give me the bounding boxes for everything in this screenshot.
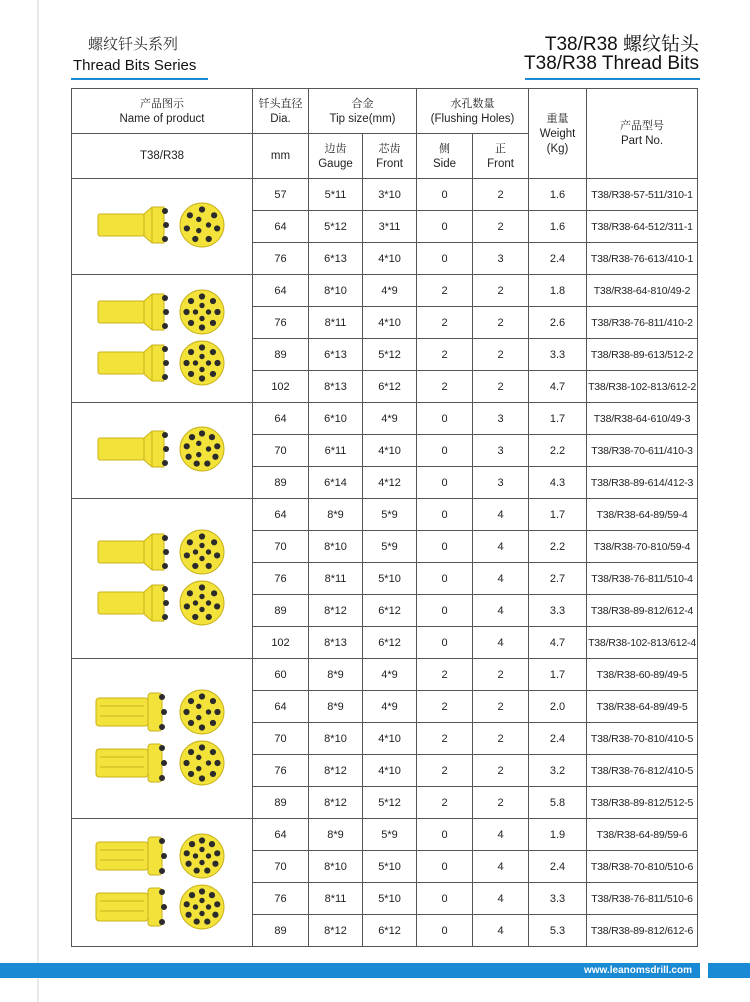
gauge-cell: 8*12 — [309, 595, 363, 627]
front-holes-cell: 4 — [473, 883, 529, 915]
weight-cell: 3.2 — [529, 755, 587, 787]
side-holes-cell: 2 — [417, 659, 473, 691]
header-dia-unit: mm — [253, 134, 309, 179]
side-holes-cell: 2 — [417, 755, 473, 787]
front-tip-cell: 3*10 — [363, 179, 417, 211]
side-holes-cell: 0 — [417, 243, 473, 275]
weight-cell: 5.3 — [529, 915, 587, 947]
side-holes-cell: 0 — [417, 563, 473, 595]
gauge-cell: 8*11 — [309, 563, 363, 595]
page-title-cn: T38/R38 螺纹钻头 — [544, 34, 699, 55]
series-title-cn: 螺纹钎头系列 — [88, 35, 179, 53]
gauge-cell: 6*13 — [309, 339, 363, 371]
dia-cell: 89 — [253, 467, 309, 499]
weight-cell: 2.4 — [529, 723, 587, 755]
front-tip-cell: 6*12 — [363, 627, 417, 659]
dia-cell: 89 — [253, 915, 309, 947]
part-no-cell: T38/R38-89-613/512-2 — [587, 339, 698, 371]
header-product: 产品图示 Name of product — [72, 89, 253, 134]
side-holes-cell: 0 — [417, 851, 473, 883]
gauge-cell: 8*10 — [309, 275, 363, 307]
gauge-cell: 8*10 — [309, 723, 363, 755]
weight-cell: 2.0 — [529, 691, 587, 723]
dia-cell: 76 — [253, 883, 309, 915]
header-front-holes: 正 Front — [473, 134, 529, 179]
front-holes-cell: 3 — [473, 403, 529, 435]
front-tip-cell: 5*10 — [363, 563, 417, 595]
header-dia: 钎头直径 Dia. — [253, 89, 309, 134]
page-title-en: T38/R38 Thread Bits — [524, 53, 699, 74]
gauge-cell: 8*12 — [309, 755, 363, 787]
front-holes-cell: 4 — [473, 595, 529, 627]
page-margin-line — [37, 0, 39, 1002]
gauge-cell: 8*9 — [309, 659, 363, 691]
part-no-cell: T38/R38-64-89/49-5 — [587, 691, 698, 723]
header-front-tip: 芯齿 Front — [363, 134, 417, 179]
part-no-cell: T38/R38-102-813/612-4 — [587, 627, 698, 659]
side-holes-cell: 2 — [417, 275, 473, 307]
dia-cell: 89 — [253, 595, 309, 627]
front-holes-cell: 2 — [473, 691, 529, 723]
weight-cell: 1.7 — [529, 403, 587, 435]
gauge-cell: 8*12 — [309, 915, 363, 947]
front-tip-cell: 4*9 — [363, 691, 417, 723]
side-holes-cell: 2 — [417, 307, 473, 339]
gauge-cell: 8*13 — [309, 627, 363, 659]
front-tip-cell: 4*9 — [363, 403, 417, 435]
header-weight: 重量 Weight (Kg) — [529, 89, 587, 179]
gauge-cell: 8*9 — [309, 691, 363, 723]
part-no-cell: T38/R38-76-812/410-5 — [587, 755, 698, 787]
front-tip-cell: 5*10 — [363, 851, 417, 883]
front-holes-cell: 4 — [473, 851, 529, 883]
side-holes-cell: 0 — [417, 595, 473, 627]
table-row — [72, 275, 698, 307]
front-tip-cell: 4*10 — [363, 755, 417, 787]
front-tip-cell: 4*10 — [363, 243, 417, 275]
side-holes-cell: 2 — [417, 723, 473, 755]
front-holes-cell: 2 — [473, 371, 529, 403]
thread-bit-type-1-image — [72, 179, 253, 275]
dia-cell: 89 — [253, 787, 309, 819]
weight-cell: 4.7 — [529, 627, 587, 659]
side-holes-cell: 0 — [417, 435, 473, 467]
weight-cell: 1.7 — [529, 659, 587, 691]
dia-cell: 70 — [253, 851, 309, 883]
part-no-cell: T38/R38-60-89/49-5 — [587, 659, 698, 691]
dia-cell: 102 — [253, 627, 309, 659]
side-holes-cell: 0 — [417, 499, 473, 531]
weight-cell: 3.3 — [529, 339, 587, 371]
front-holes-cell: 2 — [473, 339, 529, 371]
gauge-cell: 8*9 — [309, 499, 363, 531]
weight-cell: 2.7 — [529, 563, 587, 595]
header-underline-right — [525, 78, 700, 80]
front-holes-cell: 3 — [473, 467, 529, 499]
table-row — [72, 403, 698, 435]
gauge-cell: 6*11 — [309, 435, 363, 467]
thread-bit-type-3-image — [72, 403, 253, 499]
front-holes-cell: 2 — [473, 755, 529, 787]
header-tip-size: 合金 Tip size(mm) — [309, 89, 417, 134]
gauge-cell: 8*13 — [309, 371, 363, 403]
front-tip-cell: 4*10 — [363, 435, 417, 467]
table-row — [72, 499, 698, 531]
header-side: 侧 Side — [417, 134, 473, 179]
weight-cell: 2.2 — [529, 435, 587, 467]
part-no-cell: T38/R38-64-89/59-6 — [587, 819, 698, 851]
front-holes-cell: 4 — [473, 499, 529, 531]
weight-cell: 2.6 — [529, 307, 587, 339]
gauge-cell: 8*11 — [309, 883, 363, 915]
front-holes-cell: 2 — [473, 179, 529, 211]
part-no-cell: T38/R38-64-810/49-2 — [587, 275, 698, 307]
weight-cell: 1.6 — [529, 179, 587, 211]
dia-cell: 89 — [253, 339, 309, 371]
front-tip-cell: 5*12 — [363, 339, 417, 371]
gauge-cell: 8*9 — [309, 819, 363, 851]
table-row — [72, 819, 698, 851]
thread-bit-type-6-image — [72, 819, 253, 947]
part-no-cell: T38/R38-89-812/612-4 — [587, 595, 698, 627]
front-tip-cell: 6*12 — [363, 371, 417, 403]
front-holes-cell: 2 — [473, 723, 529, 755]
dia-cell: 64 — [253, 275, 309, 307]
part-no-cell: T38/R38-102-813/612-2 — [587, 371, 698, 403]
side-holes-cell: 2 — [417, 339, 473, 371]
part-no-cell: T38/R38-64-610/49-3 — [587, 403, 698, 435]
dia-cell: 76 — [253, 755, 309, 787]
thread-bit-type-5-image — [72, 659, 253, 819]
front-tip-cell: 3*11 — [363, 211, 417, 243]
dia-cell: 64 — [253, 499, 309, 531]
dia-cell: 76 — [253, 307, 309, 339]
front-holes-cell: 2 — [473, 275, 529, 307]
front-tip-cell: 5*10 — [363, 883, 417, 915]
front-holes-cell: 4 — [473, 627, 529, 659]
weight-cell: 1.8 — [529, 275, 587, 307]
gauge-cell: 6*14 — [309, 467, 363, 499]
side-holes-cell: 0 — [417, 819, 473, 851]
dia-cell: 57 — [253, 179, 309, 211]
front-tip-cell: 5*12 — [363, 787, 417, 819]
table-row — [72, 179, 698, 211]
part-no-cell: T38/R38-76-811/410-2 — [587, 307, 698, 339]
footer-page-tab — [708, 963, 750, 978]
side-holes-cell: 0 — [417, 467, 473, 499]
part-no-cell: T38/R38-89-812/512-5 — [587, 787, 698, 819]
dia-cell: 102 — [253, 371, 309, 403]
side-holes-cell: 2 — [417, 371, 473, 403]
part-no-cell: T38/R38-70-810/410-5 — [587, 723, 698, 755]
front-tip-cell: 4*10 — [363, 307, 417, 339]
gauge-cell: 5*11 — [309, 179, 363, 211]
front-tip-cell: 4*10 — [363, 723, 417, 755]
front-tip-cell: 6*12 — [363, 595, 417, 627]
part-no-cell: T38/R38-57-511/310-1 — [587, 179, 698, 211]
dia-cell: 60 — [253, 659, 309, 691]
side-holes-cell: 0 — [417, 883, 473, 915]
front-tip-cell: 4*9 — [363, 275, 417, 307]
front-tip-cell: 4*12 — [363, 467, 417, 499]
part-no-cell: T38/R38-64-89/59-4 — [587, 499, 698, 531]
side-holes-cell: 0 — [417, 179, 473, 211]
gauge-cell: 6*13 — [309, 243, 363, 275]
dia-cell: 70 — [253, 435, 309, 467]
front-holes-cell: 4 — [473, 915, 529, 947]
part-no-cell: T38/R38-76-811/510-6 — [587, 883, 698, 915]
front-holes-cell: 2 — [473, 787, 529, 819]
side-holes-cell: 0 — [417, 627, 473, 659]
spec-table — [71, 88, 698, 947]
dia-cell: 70 — [253, 723, 309, 755]
front-tip-cell: 6*12 — [363, 915, 417, 947]
part-no-cell: T38/R38-70-611/410-3 — [587, 435, 698, 467]
header-part-no: 产品型号 Part No. — [587, 89, 698, 179]
header-flushing-holes: 水孔数量 (Flushing Holes) — [417, 89, 529, 134]
footer-website-link[interactable]: www.leanomsdrill.com — [584, 965, 692, 976]
front-holes-cell: 4 — [473, 819, 529, 851]
front-tip-cell: 5*9 — [363, 499, 417, 531]
front-tip-cell: 4*9 — [363, 659, 417, 691]
thread-bit-type-4-image — [72, 499, 253, 659]
weight-cell: 4.3 — [529, 467, 587, 499]
side-holes-cell: 2 — [417, 787, 473, 819]
gauge-cell: 8*12 — [309, 787, 363, 819]
part-no-cell: T38/R38-70-810/510-6 — [587, 851, 698, 883]
gauge-cell: 5*12 — [309, 211, 363, 243]
weight-cell: 3.3 — [529, 883, 587, 915]
front-holes-cell: 2 — [473, 307, 529, 339]
side-holes-cell: 0 — [417, 211, 473, 243]
gauge-cell: 8*10 — [309, 531, 363, 563]
front-holes-cell: 4 — [473, 563, 529, 595]
dia-cell: 70 — [253, 531, 309, 563]
weight-cell: 2.4 — [529, 243, 587, 275]
part-no-cell: T38/R38-76-811/510-4 — [587, 563, 698, 595]
weight-cell: 2.4 — [529, 851, 587, 883]
weight-cell: 5.8 — [529, 787, 587, 819]
gauge-cell: 6*10 — [309, 403, 363, 435]
weight-cell: 4.7 — [529, 371, 587, 403]
side-holes-cell: 0 — [417, 403, 473, 435]
front-holes-cell: 3 — [473, 435, 529, 467]
dia-cell: 64 — [253, 403, 309, 435]
dia-cell: 76 — [253, 243, 309, 275]
part-no-cell: T38/R38-70-810/59-4 — [587, 531, 698, 563]
weight-cell: 2.2 — [529, 531, 587, 563]
front-tip-cell: 5*9 — [363, 819, 417, 851]
header-underline-left — [71, 78, 208, 80]
weight-cell: 1.6 — [529, 211, 587, 243]
series-title-en: Thread Bits Series — [73, 57, 197, 74]
front-holes-cell: 2 — [473, 211, 529, 243]
side-holes-cell: 0 — [417, 915, 473, 947]
weight-cell: 1.9 — [529, 819, 587, 851]
weight-cell: 3.3 — [529, 595, 587, 627]
side-holes-cell: 2 — [417, 691, 473, 723]
thread-bit-type-2-image — [72, 275, 253, 403]
front-holes-cell: 2 — [473, 659, 529, 691]
part-no-cell: T38/R38-89-812/612-6 — [587, 915, 698, 947]
part-no-cell: T38/R38-64-512/311-1 — [587, 211, 698, 243]
gauge-cell: 8*10 — [309, 851, 363, 883]
dia-cell: 76 — [253, 563, 309, 595]
part-no-cell: T38/R38-76-613/410-1 — [587, 243, 698, 275]
front-holes-cell: 4 — [473, 531, 529, 563]
side-holes-cell: 0 — [417, 531, 473, 563]
dia-cell: 64 — [253, 819, 309, 851]
header-product-sub: T38/R38 — [72, 134, 253, 179]
front-holes-cell: 3 — [473, 243, 529, 275]
header-gauge: 边齿 Gauge — [309, 134, 363, 179]
weight-cell: 1.7 — [529, 499, 587, 531]
gauge-cell: 8*11 — [309, 307, 363, 339]
part-no-cell: T38/R38-89-614/412-3 — [587, 467, 698, 499]
table-row — [72, 659, 698, 691]
dia-cell: 64 — [253, 691, 309, 723]
front-tip-cell: 5*9 — [363, 531, 417, 563]
dia-cell: 64 — [253, 211, 309, 243]
